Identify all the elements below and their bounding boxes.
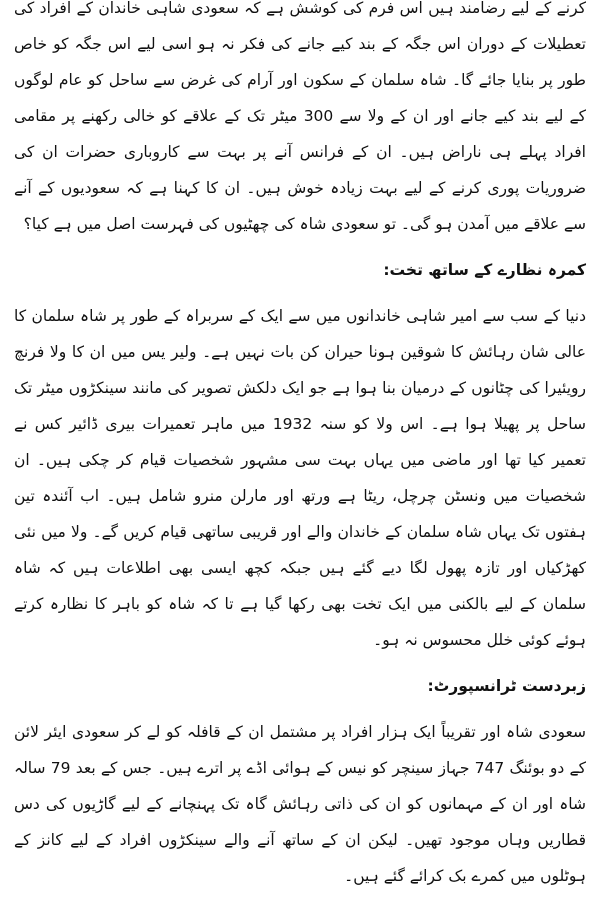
section-heading-transport: زبردست ٹرانسپورٹ: bbox=[427, 677, 586, 695]
paragraph-villa: دنیا کے سب سے امیر شاہی خاندانوں میں سے ایک کے سربراہ کے طور پر شاہ سلمان کا عالی شان رہائش کا شوقین ہونا حیران کن بات نہیں ہے۔ ولیر یس میں ان کا ولا فرنچ رویئیرا کی چٹانوں کے درمیان بنا ہوا ہے جو ایک دلکش تصویر کی مانند سینکڑوں میٹر تک ساحل پر پھیلا ہوا ہے۔ اس ولا کو سنہ 1932 میں ماہر تعمیرات بیری ڈائیر کس نے تعمیر کیا تھا اور ماضی میں یہاں بہت سی مشہور شخصیات قیام کر چکی ہیں۔ ان شخصیات میں ونسٹن چرچل، ریٹا ہے ورتھ اور مارلن منرو شامل ہیں۔ اب آئندہ تین ہفتوں تک یہاں شاہ سلمان کے خاندان والے اور قریبی ساتھی قیام کریں گے۔ ولا میں نئی کھڑکیاں اور تازہ پھول لگا دیے گئے ہیں جبکہ کچھ ایسی بھی اطلاعات ہیں کہ شاہ سلمان کے لیے بالکنی میں ایک تخت بھی رکھا گیا ہے تا کہ شاہ کو باہر کا نظارہ کرتے ہوئے کوئی خلل محسوس نہ ہو۔ bbox=[14, 307, 587, 649]
section-heading-throne: کمرہ نظارے کے ساتھ تخت: bbox=[383, 261, 586, 279]
paragraph-intro: کرنے کے لیے رضامند ہیں اس فرم کی کوشش ہے کہ سعودی شاہی خاندان کے افراد کی تعطیلات کے دوران اس جگہ کے بند کیے جانے کی فکر نہ ہو اسی لیے اس جگہ کو خاص طور پر بنایا جائے گا۔ شاہ سلمان کے سکون اور آرام کی غرض سے ساحل کو عام لوگوں کے لیے بند کیے جانے اور ان کے ولا سے 300 میٹر تک کے علاقے کو خالی رکھنے پر مقامی افراد پہلے ہی ناراض ہیں۔ ان کے فرانس آنے پر بہت سے کاروباری حضرات ان کی ضروریات پوری کرنے کے لیے بہت زیادہ خوش ہیں۔ ان کا کہنا ہے کہ سعودیوں کے آنے سے علاقے میں آمدن ہو گی۔ تو سعودی شاہ کی چھٹیوں کی فہرست اصل میں ہے کیا؟ bbox=[14, 0, 586, 233]
paragraph-transport: سعودی شاہ اور تقریباً ایک ہزار افراد پر مشتمل ان کے قافلہ کو لے کر سعودی ایئر لائن کے دو بوئنگ 747 جہاز سینچر کو نیس کے ہوائی اڈے پر اترے ہیں۔ جس کے بعد 79 سالہ شاہ اور ان کے مہمانوں کو ان کی ذاتی رہائش گاہ تک پہنچانے کے لیے گاڑیوں کی دس قطاریں وہاں موجود تھیں۔ لیکن ان کے ساتھ آنے والے سینکڑوں افراد کے لیے کانز کے ہوٹلوں میں کمرے بک کرائے گئے ہیں۔ bbox=[14, 723, 586, 885]
article-body bbox=[14, 0, 586, 904]
